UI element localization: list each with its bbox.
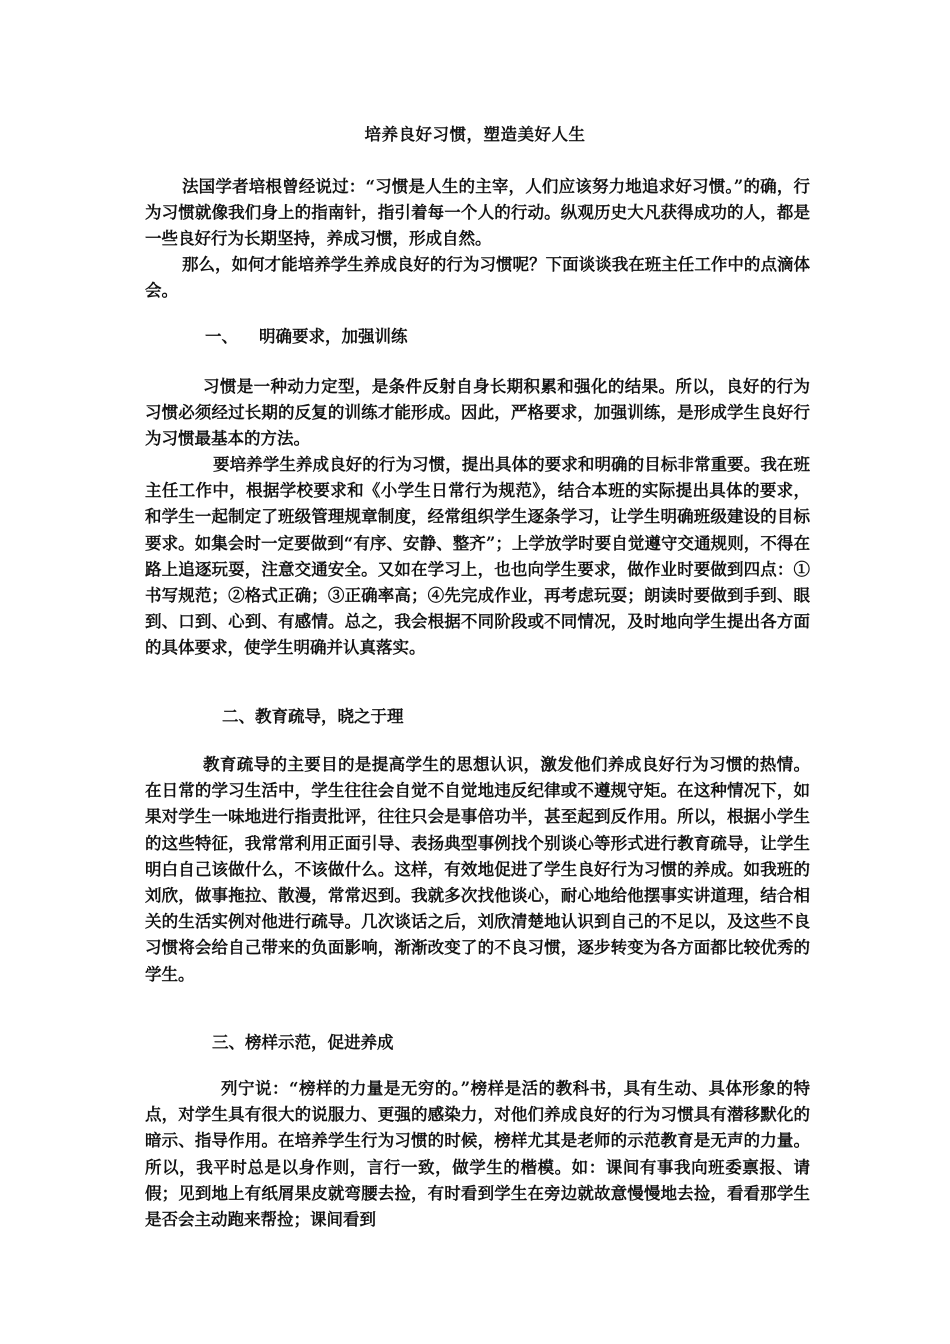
intro-paragraph-1: 法国学者培根曾经说过：“习惯是人生的主宰，人们应该努力地追求好习惯。”的确，行为习惯就像我们身上的指南针，指引着每一个人的行动。纵观历史大凡获得成功的人，都是一些良好行为长期坚持，养成习惯，形成自然。 bbox=[145, 177, 810, 249]
section-2-paragraph-1: 教育疏导的主要目的是提高学生的思想认识，激发他们养成良好行为习惯的热情。在日常的学习生活中，学生往往会自觉不自觉地违反纪律或不遵规守矩。在这种情况下，如果对学生一味地进行指责批评，往往只会是事倍功半，甚至起到反作用。所以，根据小学生的这些特征，我常常利用正面引导、表扬典型事例找个别谈心等形式进行教育疏导，让学生明白自己该做什么，不该做什么。这样，有效地促进了学生良好行为习惯的养成。如我班的刘欣，做事拖拉、散漫，常常迟到。我就多次找他谈心，耐心地给他摆事实讲道理，结合相关的生活实例对他进行疏导。几次谈话之后，刘欣清楚地认识到自己的不足以，及这些不良习惯将会给自己带来的负面影响，渐渐改变了的不良习惯，逐步转变为各方面都比较优秀的学生。 bbox=[145, 755, 810, 984]
section-1-paragraph-1: 习惯是一种动力定型，是条件反射自身长期积累和强化的结果。所以，良好的行为习惯必须经过长期的反复的训练才能形成。因此，严格要求，加强训练，是形成学生良好行为习惯最基本的方法。 bbox=[145, 377, 810, 449]
section-1-paragraph-2: 要培养学生养成良好的行为习惯，提出具体的要求和明确的目标非常重要。我在班主任工作中，根据学校要求和《小学生日常行为规范》，结合本班的实际提出具体的要求，和学生一起制定了班级管理规章制度，经常组织学生逐条学习，让学生明确班级建设的目标要求。如集会时一定要做到“有序、安静、整齐”；上学放学时要自觉遵守交通规则，不得在路上追逐玩耍，注意交通安全。又如在学习上，也也向学生要求，做作业时要做到四点：①书写规范；②格式正确；③正确率高；④先完成作业，再考虑玩耍；朗读时要做到手到、眼到、口到、心到、有感情。总之，我会根据不同阶段或不同情况，及时地向学生提出各方面的具体要求，使学生明确并认真落实。 bbox=[145, 455, 810, 658]
section-2-heading: 二、教育疏导，晓之于理 bbox=[222, 707, 404, 726]
section-1-title: 明确要求，加强训练 bbox=[259, 327, 408, 346]
document-title: 培养良好习惯，塑造美好人生 bbox=[364, 125, 586, 144]
section-3-heading: 三、榜样示范，促进养成 bbox=[212, 1033, 394, 1052]
section-3-paragraph-1: 列宁说：“榜样的力量是无穷的。”榜样是活的教科书，具有生动、具体形象的特点，对学生具有很大的说服力、更强的感染力，对他们养成良好的行为习惯具有潜移默化的暗示、指导作用。在培养学生行为习惯的时候，榜样尤其是老师的示范教育是无声的力量。所以，我平时总是以身作则，言行一致，做学生的楷模。如：课间有事我向班委禀报、请假；见到地上有纸屑果皮就弯腰去捡，有时看到学生在旁边就故意慢慢地去捡，看看那学生是否会主动跑来帮捡；课间看到 bbox=[145, 1079, 810, 1230]
section-1-number: 一、 bbox=[205, 327, 238, 346]
intro-paragraph-2: 那么，如何才能培养学生养成良好的行为习惯呢？下面谈谈我在班主任工作中的点滴体会。 bbox=[145, 255, 810, 301]
